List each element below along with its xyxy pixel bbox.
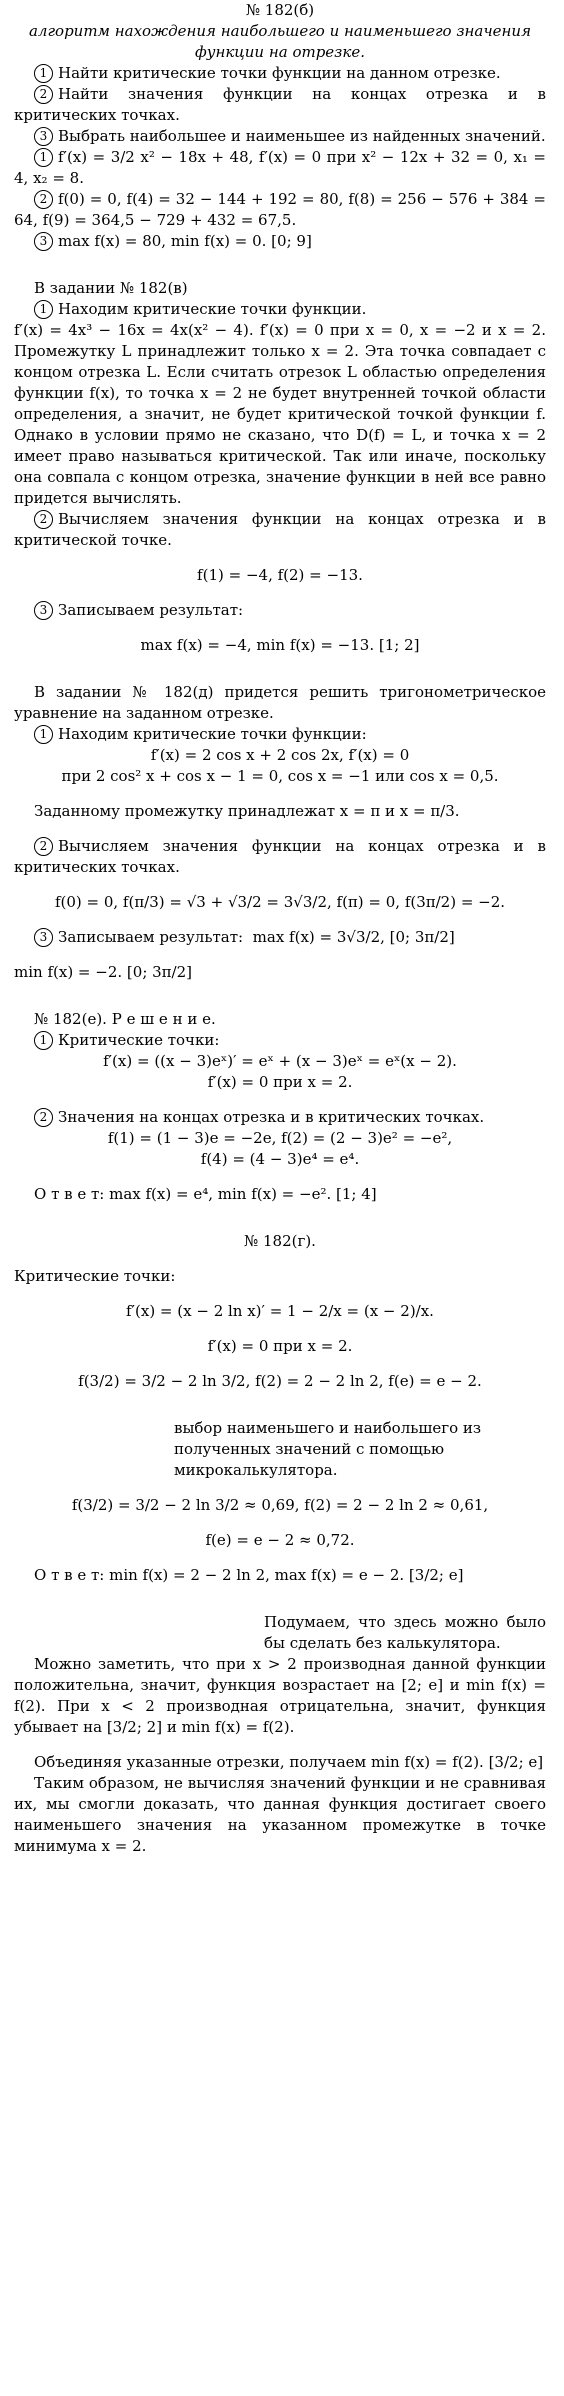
- algorithm-step-1: 1 Найти критические точки функции на данном отрезке.: [14, 63, 546, 84]
- circled-2-icon: 2: [34, 510, 53, 529]
- circled-1-icon: 1: [34, 1031, 53, 1050]
- section-title: № 182(б): [245, 1, 315, 19]
- step-1: 1 Находим критические точки функции.: [14, 299, 546, 320]
- paragraph-1: Подумаем, что здесь можно было бы сделать без калькулятора.: [264, 1613, 546, 1652]
- circled-3-icon: 3: [34, 928, 53, 947]
- paragraph-4: Таким образом, не вычисляя значений функции и не сравнивая их, мы смогли доказать, что данная функция достигает своего наименьшего значения на указанном промежутке в точке минимума x = 2.: [14, 1774, 546, 1855]
- derivative-formula: f′(x) = 2 cos x + 2 cos 2x, f′(x) = 0: [150, 746, 410, 764]
- circled-3-icon: 3: [34, 232, 53, 251]
- step-2: 2 Вычисляем значения функции на концах отрезка и в критических точках.: [14, 837, 546, 876]
- derivative-formula-1: f′(x) = (x − 2 ln x)′ = 1 − 2/x = (x − 2)/x.: [126, 1302, 434, 1320]
- choice-text: выбор наименьшего и наибольшего из полученных значений с помощью микрокалькулятора.: [174, 1419, 482, 1479]
- values-formula: f(1) = −4, f(2) = −13.: [197, 566, 363, 584]
- solution-step-2: 2 f(0) = 0, f(4) = 32 − 144 + 192 = 80, f(8) = 256 − 576 + 384 = 64, f(9) = 364,5 − 729 + 432 = 67,5.: [14, 190, 546, 229]
- values-formula-1: f(1) = (1 − 3)e = −2e, f(2) = (2 − 3)e² = −e²,: [107, 1129, 453, 1147]
- circled-2-icon: 2: [34, 190, 53, 209]
- algorithm-heading: алгоритм нахождения наибольшего и наименьшего значения функции на отрезке.: [28, 22, 532, 61]
- section-182v: [14, 278, 546, 656]
- circled-1-icon: 1: [34, 148, 53, 167]
- approx-formula-2: f(e) = e − 2 ≈ 0,72.: [205, 1531, 355, 1549]
- section-182b: [14, 0, 546, 252]
- step-2: 2 Значения на концах отрезка и в критических точках.: [14, 1107, 546, 1128]
- answer: О т в е т: max f(x) = e⁴, min f(x) = −e². [1; 4]: [34, 1185, 377, 1203]
- algorithm-step-2: 2 Найти значения функции на концах отрезка и в критических точках.: [14, 85, 546, 124]
- section-182g: [14, 1231, 546, 1857]
- circled-2-icon: 2: [34, 837, 53, 856]
- derivative-formula-2: f′(x) = 0 при x = 2.: [207, 1073, 353, 1091]
- solution-step-3: 3 max f(x) = 80, min f(x) = 0. [0; 9]: [14, 231, 546, 252]
- section-182e: [14, 1009, 546, 1205]
- critical-points-label: Критические точки:: [14, 1267, 176, 1285]
- result-formula: max f(x) = −4, min f(x) = −13. [1; 2]: [140, 636, 420, 654]
- section-title: № 182(е). Р е ш е н и е.: [34, 1010, 216, 1028]
- step-3: 3 Записываем результат: max f(x) = 3√3/2, [0; 3π/2]: [14, 927, 546, 948]
- solution-step-1: 1 f′(x) = 3/2 x² − 18x + 48, f′(x) = 0 при x² − 12x + 32 = 0, x₁ = 4, x₂ = 8.: [14, 148, 546, 187]
- circled-2-icon: 2: [34, 1108, 53, 1127]
- values-formula: f(0) = 0, f(π/3) = √3 + √3/2 = 3√3/2, f(π) = 0, f(3π/2) = −2.: [54, 893, 506, 911]
- algorithm-step-3: 3 Выбрать наибольшее и наименьшее из найденных значений.: [14, 126, 546, 147]
- circled-1-icon: 1: [34, 300, 53, 319]
- approx-formula-1: f(3/2) = 3/2 − 2 ln 3/2 ≈ 0,69, f(2) = 2 − 2 ln 2 ≈ 0,61,: [71, 1496, 489, 1514]
- step-2: 2 Вычисляем значения функции на концах отрезка и в критической точке.: [14, 510, 546, 549]
- answer: О т в е т: min f(x) = 2 − 2 ln 2, max f(x) = e − 2. [3/2; e]: [34, 1566, 464, 1584]
- step-1: 1 Критические точки:: [14, 1030, 546, 1051]
- circled-3-icon: 3: [34, 127, 53, 146]
- interval-statement: Заданному промежутку принадлежат x = π и x = π/3.: [34, 802, 460, 820]
- section-intro: В задании № 182(д) придется решить тригонометрическое уравнение на заданном отрезке.: [14, 683, 546, 722]
- equation-formula: при 2 cos² x + cos x − 1 = 0, cos x = −1 или cos x = 0,5.: [61, 767, 499, 785]
- paragraph-3: Объединяя указанные отрезки, получаем min f(x) = f(2). [3/2; e]: [34, 1753, 544, 1771]
- values-formula: f(3/2) = 3/2 − 2 ln 3/2, f(2) = 2 − 2 ln 2, f(e) = e − 2.: [78, 1372, 482, 1390]
- section-intro: В задании № 182(в): [34, 279, 188, 297]
- step-1: 1 Находим критические точки функции:: [14, 724, 546, 745]
- step-1-body: f′(x) = 4x³ − 16x = 4x(x² − 4). f′(x) = 0 при x = 0, x = −2 и x = 2. Промежутку L принадлежит только x = 2. Эта точка совпадает с концом отрезка L. Если считать отрезок L областью определения функции f(x), то точка x = 2 не будет внутренней точкой области определения, а значит, не будет критической точкой функции f. Однако в условии прямо не сказано, что D(f) = L, и точка x = 2 имеет право называться критической. Так или иначе, поскольку она совпала с концом отрезка, значение функции в ней все равно придется вычислять.: [14, 321, 546, 507]
- paragraph-2: Можно заметить, что при x > 2 производная данной функции положительна, значит, функция возрастает на [2; e] и min f(x) = f(2). При x < 2 производная отрицательна, значит, функция убывает на [3/2; 2] и min f(x) = f(2).: [14, 1655, 546, 1736]
- section-title: № 182(г).: [244, 1232, 316, 1250]
- derivative-formula-1: f′(x) = ((x − 3)eˣ)′ = eˣ + (x − 3)eˣ = eˣ(x − 2).: [103, 1052, 457, 1070]
- result-min: min f(x) = −2. [0; 3π/2]: [14, 963, 192, 981]
- circled-1-icon: 1: [34, 725, 53, 744]
- values-formula-2: f(4) = (4 − 3)e⁴ = e⁴.: [200, 1150, 360, 1168]
- derivative-formula-2: f′(x) = 0 при x = 2.: [207, 1337, 353, 1355]
- step-3: 3 Записываем результат:: [14, 600, 546, 621]
- circled-3-icon: 3: [34, 601, 53, 620]
- result-max: max f(x) = 3√3/2, [0; 3π/2]: [252, 928, 455, 946]
- circled-2-icon: 2: [34, 85, 53, 104]
- circled-1-icon: 1: [34, 64, 53, 83]
- section-182d: [14, 682, 546, 983]
